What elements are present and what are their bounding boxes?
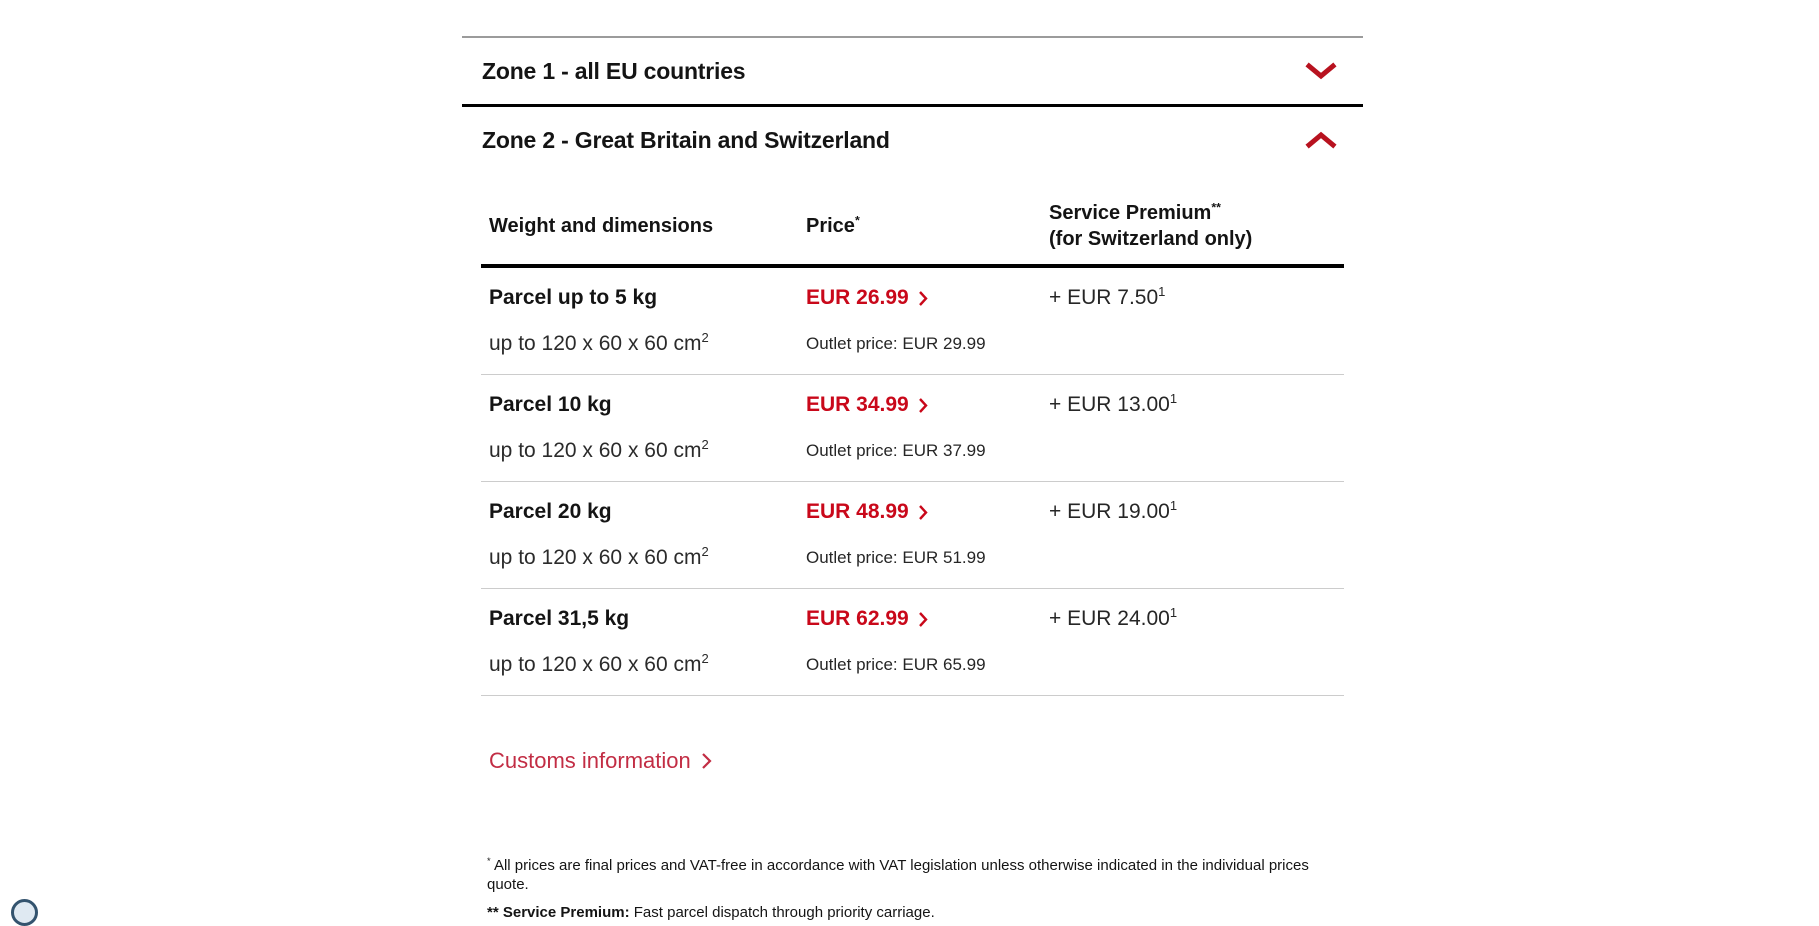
parcel-dimensions-label: up to 120 x 60 x 60 $cm^2$ (489, 651, 709, 676)
zone-1-title: Zone 1 - all EU countries (482, 57, 746, 84)
parcel-dimensions-label: up to 120 x 60 x 60 $cm^2$ (489, 330, 709, 355)
service-premium-value: + EUR 13.00$^1$ (1049, 391, 1178, 416)
accordion-header-zone-2[interactable] (462, 107, 1363, 173)
price-table-header (481, 187, 1344, 268)
service-premium-value: + EUR 19.00$^1$ (1049, 498, 1178, 523)
table-row (481, 268, 1344, 375)
parcel-dimensions-label: up to 120 x 60 x 60 $cm^2$ (489, 544, 709, 569)
service-premium-value: + EUR 7.50$^1$ (1049, 284, 1166, 309)
parcel-weight-label: Parcel 31,5 kg (489, 607, 630, 630)
customs-information-row (481, 746, 1344, 776)
price-link[interactable]: EUR 48.99 (806, 499, 928, 525)
table-row (481, 589, 1344, 696)
outlet-price-label: Outlet price: EUR 51.99 (806, 548, 986, 567)
footnotes (481, 856, 1344, 922)
footnote-prices: * All prices are final prices and VAT-free in accordance with VAT legislation unless otherwise indicated in the individual prices quote. (487, 856, 1309, 893)
parcel-weight-label: Parcel 10 kg (489, 393, 612, 416)
outlet-price-label: Outlet price: EUR 37.99 (806, 441, 986, 460)
table-row (481, 375, 1344, 482)
zone-2-title: Zone 2 - Great Britain and Switzerland (482, 126, 890, 153)
price-link[interactable]: EUR 26.99 (806, 285, 928, 311)
service-premium-value: + EUR 24.00$^1$ (1049, 605, 1178, 630)
footnote-service-premium: ** Service Premium: Fast parcel dispatch through priority carriage. (487, 904, 935, 921)
parcel-dimensions-label: up to 120 x 60 x 60 $cm^2$ (489, 437, 709, 462)
price-link[interactable]: EUR 34.99 (806, 392, 928, 418)
customs-information-link[interactable]: Customs information (489, 746, 712, 776)
column-header-service-premium: Service Premium** (for Switzerland only) (1049, 199, 1253, 250)
chevron-right-icon (918, 611, 928, 628)
parcel-weight-label: Parcel 20 kg (489, 500, 612, 523)
parcel-weight-label: Parcel up to 5 kg (489, 286, 658, 309)
zone-2-panel (462, 173, 1363, 922)
chevron-down-icon (1305, 62, 1337, 80)
outlet-price-label: Outlet price: EUR 29.99 (806, 334, 986, 353)
zones-accordion (462, 36, 1363, 922)
chevron-right-icon (918, 397, 928, 414)
chevron-right-icon (918, 504, 928, 521)
column-header-weight: Weight and dimensions (489, 214, 714, 237)
chevron-up-icon (1305, 131, 1337, 149)
price-link[interactable]: EUR 62.99 (806, 606, 928, 632)
chevron-right-icon (918, 290, 928, 307)
column-header-price: Price* (806, 212, 860, 237)
chevron-right-icon (701, 752, 712, 770)
floating-widget-button[interactable] (11, 899, 38, 926)
outlet-price-label: Outlet price: EUR 65.99 (806, 655, 986, 674)
accordion-header-zone-1[interactable] (462, 38, 1363, 104)
table-row (481, 482, 1344, 589)
